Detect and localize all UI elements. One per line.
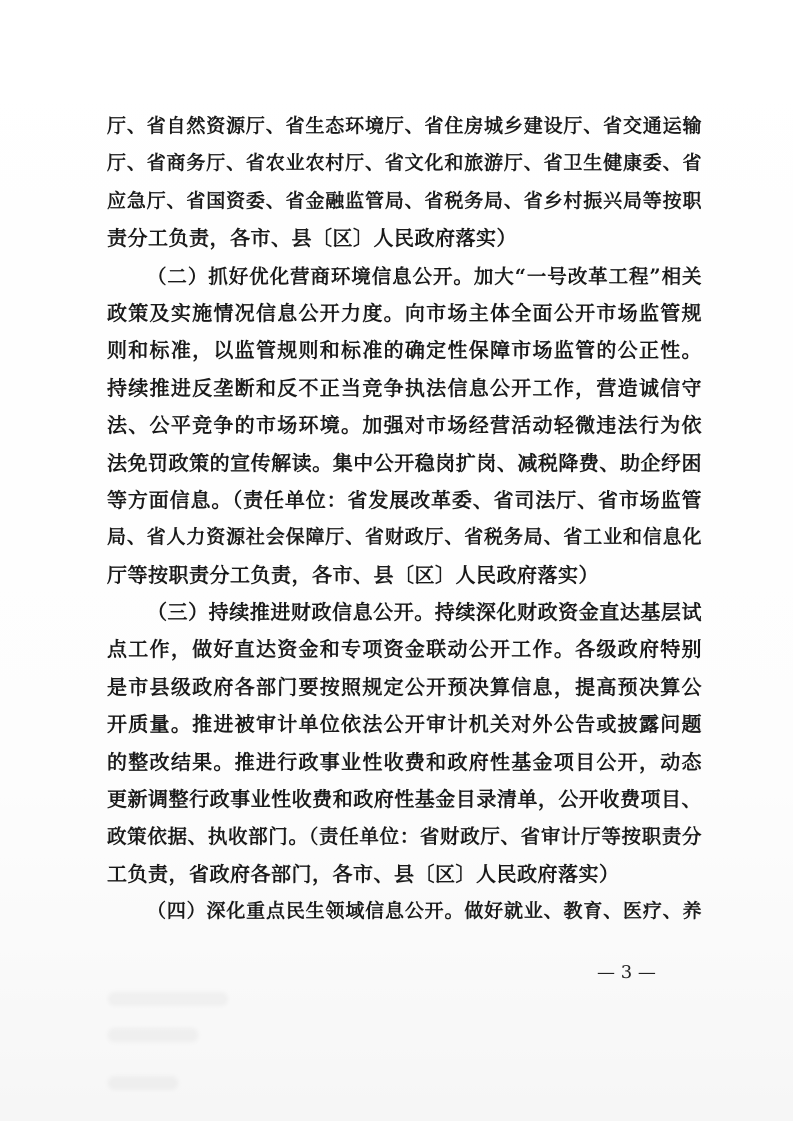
page-number: — 3 — xyxy=(597,962,656,983)
text-line: 应急厅、省国资委、省金融监管局、省税务局、省乡村振兴局等按职 xyxy=(107,189,702,212)
text-line: 政策依据、执收部门。（责任单位：省财政厅、省审计厅等按职责分 xyxy=(107,825,702,849)
bleed-through-mark xyxy=(108,1028,198,1042)
text-line: 法、公平竞争的市场环境。加强对市场经营活动轻微违法行为依 xyxy=(107,413,702,438)
text-line: 法免罚政策的宣传解读。集中公开稳岗扩岗、减税降费、助企纾困 xyxy=(107,450,702,475)
text-line: 工负责，省政府各部门，各市、县〔区〕人民政府落实） xyxy=(107,861,620,886)
text-line: 局、省人力资源社会保障厅、省财政厅、省税务局、省工业和信息化 xyxy=(107,526,702,549)
text-line: 厅、省自然资源厅、省生态环境厅、省住房城乡建设厅、省交通运输 xyxy=(107,115,702,137)
body-text xyxy=(107,108,702,931)
text-line: 持续推进反垄断和反不正当竞争执法信息公开工作，营造诚信守 xyxy=(107,375,702,400)
text-line: 等方面信息。（责任单位：省发展改革委、省司法厅、省市场监管 xyxy=(107,487,702,512)
paragraph-heading-line: （四）深化重点民生领域信息公开。做好就业、教育、医疗、养 xyxy=(147,900,702,923)
paragraph-heading-line: （二）抓好优化营商环境信息公开。加大“一号改革工程”相关 xyxy=(147,264,702,288)
text-line: 政策及实施情况信息公开力度。向市场主体全面公开市场监管规 xyxy=(107,300,702,325)
text-line: 更新调整行政事业性收费和政府性基金目录清单，公开收费项目、 xyxy=(107,787,702,812)
text-line: 厅、省商务厅、省农业农村厅、省文化和旅游厅、省卫生健康委、省 xyxy=(107,152,702,175)
text-line: 厅等按职责分工负责，各市、县〔区〕人民政府落实） xyxy=(107,562,599,587)
text-line: 是市县级政府各部门要按照规定公开预决算信息，提高预决算公 xyxy=(107,674,702,699)
text-line: 开质量。推进被审计单位依法公开审计机关对外公告或披露问题 xyxy=(107,712,702,737)
bleed-through-mark xyxy=(108,1076,178,1090)
text-line: 责分工负责，各市、县〔区〕人民政府落实） xyxy=(107,226,517,251)
text-line: 则和标准，以监管规则和标准的确定性保障市场监管的公正性。 xyxy=(107,338,702,363)
bleed-through-mark xyxy=(108,992,228,1006)
paragraph-heading-line: （三）持续推进财政信息公开。持续深化财政资金直达基层试 xyxy=(147,600,702,625)
text-line: 点工作，做好直达资金和专项资金联动公开工作。各级政府特别 xyxy=(107,637,702,662)
text-line: 的整改结果。推进行政事业性收费和政府性基金项目公开，动态 xyxy=(107,749,702,774)
